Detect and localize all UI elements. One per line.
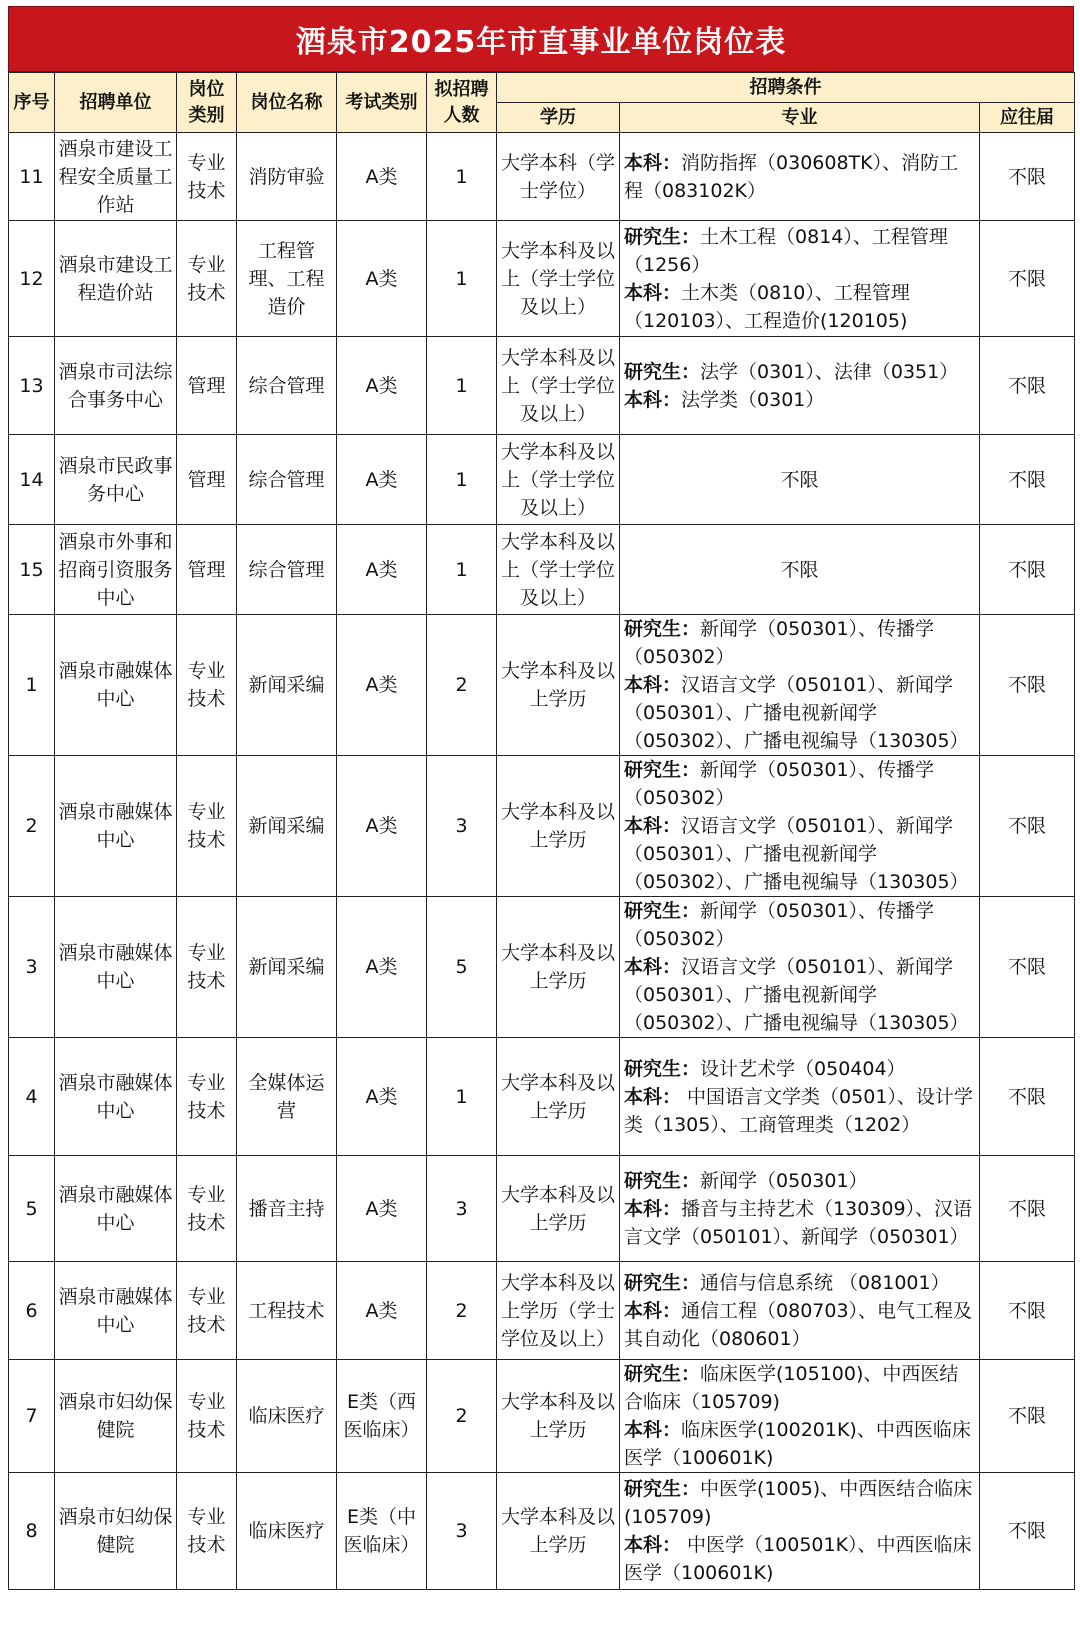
cell-seq: 8 bbox=[9, 1473, 55, 1590]
cell-category: 专业技术 bbox=[177, 133, 237, 221]
cell-graduate: 不限 bbox=[980, 1473, 1075, 1590]
cell-exam: A类 bbox=[337, 133, 427, 221]
major-degree-label: 本科： bbox=[624, 1419, 682, 1441]
cell-category: 专业技术 bbox=[177, 1360, 237, 1473]
cell-count: 3 bbox=[427, 756, 497, 897]
cell-exam: A类 bbox=[337, 525, 427, 615]
cell-graduate: 不限 bbox=[980, 133, 1075, 221]
cell-major bbox=[620, 897, 980, 1038]
major-degree-label: 本科： bbox=[624, 1299, 682, 1322]
major-degree-label: 本科： bbox=[624, 956, 682, 978]
cell-graduate: 不限 bbox=[980, 435, 1075, 525]
cell-category: 管理 bbox=[177, 435, 237, 525]
cell-education: 大学本科及以上学历 bbox=[497, 897, 620, 1038]
cell-exam: A类 bbox=[337, 897, 427, 1038]
table-row bbox=[9, 615, 1075, 756]
cell-exam: A类 bbox=[337, 756, 427, 897]
cell-position: 新闻采编 bbox=[237, 756, 337, 897]
major-line bbox=[624, 1269, 975, 1297]
cell-major bbox=[620, 1360, 980, 1473]
major-text: 通信与信息系统 （081001） bbox=[700, 1271, 950, 1294]
header-unit: 招聘单位 bbox=[55, 73, 177, 133]
cell-exam: A类 bbox=[337, 615, 427, 756]
major-text: 汉语言文学（050101）、新闻学（050301）、广播电视新闻学（050302）、广播电视编导（130305） bbox=[624, 674, 969, 752]
major-text: 新闻学（050301）、传播学（050302） bbox=[624, 618, 935, 668]
major-text: 不限 bbox=[780, 468, 819, 491]
cell-count: 2 bbox=[427, 1262, 497, 1360]
major-degree-label: 研究生： bbox=[624, 900, 701, 922]
cell-position: 新闻采编 bbox=[237, 615, 337, 756]
header-count: 拟招聘人数 bbox=[427, 73, 497, 133]
cell-position: 全媒体运营 bbox=[237, 1038, 337, 1156]
cell-exam: A类 bbox=[337, 1038, 427, 1156]
cell-seq: 7 bbox=[9, 1360, 55, 1473]
cell-position: 临床医疗 bbox=[237, 1360, 337, 1473]
cell-education: 大学本科及以上学历（学士学位及以上） bbox=[497, 1262, 620, 1360]
cell-unit: 酒泉市外事和招商引资服务中心 bbox=[55, 525, 177, 615]
major-line bbox=[624, 671, 975, 755]
cell-graduate: 不限 bbox=[980, 525, 1075, 615]
cell-graduate: 不限 bbox=[980, 615, 1075, 756]
cell-position: 消防审验 bbox=[237, 133, 337, 221]
table-row bbox=[9, 435, 1075, 525]
major-line bbox=[624, 466, 975, 494]
cell-education: 大学本科及以上（学士学位及以上） bbox=[497, 221, 620, 337]
major-text: 中医学（100501K）、中西医临床医学（100601K) bbox=[624, 1534, 972, 1584]
major-degree-label: 本科： bbox=[624, 388, 682, 411]
cell-position: 新闻采编 bbox=[237, 897, 337, 1038]
cell-exam: A类 bbox=[337, 337, 427, 435]
cell-education: 大学本科及以上（学士学位及以上） bbox=[497, 337, 620, 435]
cell-unit: 酒泉市司法综合事务中心 bbox=[55, 337, 177, 435]
cell-education: 大学本科及以上学历 bbox=[497, 615, 620, 756]
major-line bbox=[624, 615, 975, 671]
cell-count: 2 bbox=[427, 615, 497, 756]
major-line bbox=[624, 1416, 975, 1472]
cell-seq: 13 bbox=[9, 337, 55, 435]
cell-position: 综合管理 bbox=[237, 435, 337, 525]
cell-major bbox=[620, 756, 980, 897]
major-degree-label: 本科： bbox=[624, 815, 682, 837]
major-degree-label: 研究生： bbox=[624, 1271, 701, 1294]
major-line bbox=[624, 897, 975, 953]
major-degree-label: 本科： bbox=[624, 151, 682, 174]
cell-seq: 12 bbox=[9, 221, 55, 337]
major-line bbox=[624, 1167, 975, 1195]
major-degree-label: 本科： bbox=[624, 281, 682, 304]
page-title: 酒泉市2025年市直事业单位岗位表 bbox=[295, 25, 787, 60]
cell-count: 2 bbox=[427, 1360, 497, 1473]
cell-count: 1 bbox=[427, 435, 497, 525]
cell-major bbox=[620, 221, 980, 337]
cell-seq: 11 bbox=[9, 133, 55, 221]
cell-category: 专业技术 bbox=[177, 1473, 237, 1590]
cell-unit: 酒泉市融媒体中心 bbox=[55, 1156, 177, 1262]
header-conditions: 招聘条件 bbox=[497, 73, 1075, 103]
major-degree-label: 本科： bbox=[624, 1534, 682, 1556]
major-line bbox=[624, 756, 975, 812]
table-row bbox=[9, 756, 1075, 897]
major-line bbox=[624, 1195, 975, 1251]
major-text: 通信工程（080703）、电气工程及其自动化（080601） bbox=[624, 1299, 973, 1350]
cell-seq: 4 bbox=[9, 1038, 55, 1156]
major-text: 汉语言文学（050101）、新闻学（050301）、广播电视新闻学（050302）、广播电视编导（130305） bbox=[624, 815, 969, 893]
cell-graduate: 不限 bbox=[980, 1262, 1075, 1360]
cell-unit: 酒泉市民政事务中心 bbox=[55, 435, 177, 525]
major-line bbox=[624, 386, 975, 414]
table-row bbox=[9, 337, 1075, 435]
cell-unit: 酒泉市妇幼保健院 bbox=[55, 1473, 177, 1590]
header-category: 岗位类别 bbox=[177, 73, 237, 133]
cell-position: 工程技术 bbox=[237, 1262, 337, 1360]
cell-seq: 3 bbox=[9, 897, 55, 1038]
cell-unit: 酒泉市融媒体中心 bbox=[55, 1262, 177, 1360]
header-exam: 考试类别 bbox=[337, 73, 427, 133]
cell-position: 播音主持 bbox=[237, 1156, 337, 1262]
table-row bbox=[9, 1473, 1075, 1590]
major-degree-label: 本科： bbox=[624, 674, 682, 696]
major-line bbox=[624, 1531, 975, 1587]
major-text: 不限 bbox=[780, 558, 819, 581]
cell-graduate: 不限 bbox=[980, 337, 1075, 435]
major-degree-label: 研究生： bbox=[624, 1478, 701, 1500]
cell-exam: A类 bbox=[337, 1262, 427, 1360]
cell-unit: 酒泉市建设工程造价站 bbox=[55, 221, 177, 337]
cell-major bbox=[620, 435, 980, 525]
major-text: 设计艺术学（050404） bbox=[700, 1057, 906, 1080]
cell-category: 专业技术 bbox=[177, 1156, 237, 1262]
major-degree-label: 本科： bbox=[624, 1197, 682, 1220]
major-text: 临床医学(100201K)、中西医临床医学（100601K) bbox=[624, 1419, 971, 1469]
cell-exam: E类（中医临床） bbox=[337, 1473, 427, 1590]
table-row bbox=[9, 525, 1075, 615]
major-degree-label: 研究生： bbox=[624, 759, 701, 781]
cell-education: 大学本科及以上学历 bbox=[497, 1473, 620, 1590]
cell-unit: 酒泉市融媒体中心 bbox=[55, 897, 177, 1038]
cell-count: 1 bbox=[427, 525, 497, 615]
cell-seq: 14 bbox=[9, 435, 55, 525]
major-line bbox=[624, 279, 975, 335]
cell-count: 1 bbox=[427, 221, 497, 337]
header-graduate: 应往届 bbox=[980, 103, 1075, 133]
header-education: 学历 bbox=[497, 103, 620, 133]
header-row-1 bbox=[9, 73, 1075, 103]
major-line bbox=[624, 1360, 975, 1416]
cell-position: 综合管理 bbox=[237, 525, 337, 615]
cell-education: 大学本科及以上（学士学位及以上） bbox=[497, 525, 620, 615]
major-text: 土木类（0810）、工程管理（120103）、工程造价(120105) bbox=[624, 281, 910, 332]
cell-major bbox=[620, 1038, 980, 1156]
cell-education: 大学本科及以上学历 bbox=[497, 1360, 620, 1473]
cell-count: 1 bbox=[427, 337, 497, 435]
cell-education: 大学本科及以上学历 bbox=[497, 1038, 620, 1156]
cell-unit: 酒泉市融媒体中心 bbox=[55, 1038, 177, 1156]
cell-seq: 15 bbox=[9, 525, 55, 615]
cell-unit: 酒泉市融媒体中心 bbox=[55, 756, 177, 897]
cell-education: 大学本科及以上学历 bbox=[497, 756, 620, 897]
cell-position: 临床医疗 bbox=[237, 1473, 337, 1590]
cell-position: 工程管理、工程造价 bbox=[237, 221, 337, 337]
major-text: 中医学(1005)、中西医结合临床(105709) bbox=[624, 1478, 973, 1528]
positions-table bbox=[8, 72, 1075, 1590]
major-text: 新闻学（050301）、传播学（050302） bbox=[624, 759, 935, 809]
cell-major bbox=[620, 337, 980, 435]
major-line bbox=[624, 1083, 975, 1139]
cell-category: 管理 bbox=[177, 525, 237, 615]
major-line bbox=[624, 1055, 975, 1083]
cell-major bbox=[620, 1262, 980, 1360]
cell-seq: 5 bbox=[9, 1156, 55, 1262]
cell-seq: 1 bbox=[9, 615, 55, 756]
cell-exam: A类 bbox=[337, 1156, 427, 1262]
cell-major bbox=[620, 1156, 980, 1262]
cell-education: 大学本科及以上（学士学位及以上） bbox=[497, 435, 620, 525]
major-line bbox=[624, 149, 975, 205]
table-row bbox=[9, 1038, 1075, 1156]
cell-category: 专业技术 bbox=[177, 615, 237, 756]
header-position: 岗位名称 bbox=[237, 73, 337, 133]
cell-major bbox=[620, 1473, 980, 1590]
cell-category: 管理 bbox=[177, 337, 237, 435]
table-row bbox=[9, 221, 1075, 337]
cell-graduate: 不限 bbox=[980, 1360, 1075, 1473]
major-text: 中国语言文学类（0501）、设计学类（1305）、工商管理类（1202） bbox=[624, 1085, 973, 1136]
cell-count: 3 bbox=[427, 1156, 497, 1262]
major-line bbox=[624, 1475, 975, 1531]
cell-count: 1 bbox=[427, 133, 497, 221]
cell-graduate: 不限 bbox=[980, 756, 1075, 897]
cell-position: 综合管理 bbox=[237, 337, 337, 435]
major-degree-label: 研究生： bbox=[624, 1057, 701, 1080]
major-degree-label: 研究生： bbox=[624, 360, 701, 383]
major-line bbox=[624, 556, 975, 584]
major-text: 新闻学（050301）、传播学（050302） bbox=[624, 900, 935, 950]
table-row bbox=[9, 1360, 1075, 1473]
cell-category: 专业技术 bbox=[177, 1038, 237, 1156]
cell-exam: A类 bbox=[337, 435, 427, 525]
cell-unit: 酒泉市妇幼保健院 bbox=[55, 1360, 177, 1473]
cell-category: 专业技术 bbox=[177, 897, 237, 1038]
cell-exam: E类（西医临床） bbox=[337, 1360, 427, 1473]
major-line bbox=[624, 953, 975, 1037]
major-line bbox=[624, 358, 975, 386]
header-seq: 序号 bbox=[9, 73, 55, 133]
cell-graduate: 不限 bbox=[980, 221, 1075, 337]
major-line bbox=[624, 1297, 975, 1353]
table-row bbox=[9, 1262, 1075, 1360]
table-row bbox=[9, 133, 1075, 221]
major-text: 临床医学(105100)、中西医结合临床（105709) bbox=[624, 1363, 959, 1413]
major-line bbox=[624, 812, 975, 896]
cell-education: 大学本科及以上学历 bbox=[497, 1156, 620, 1262]
major-degree-label: 本科： bbox=[624, 1085, 682, 1108]
table-body bbox=[9, 133, 1075, 1590]
header-major: 专业 bbox=[620, 103, 980, 133]
table-row bbox=[9, 1156, 1075, 1262]
major-text: 法学（0301）、法律（0351） bbox=[700, 360, 959, 383]
major-degree-label: 研究生： bbox=[624, 1363, 701, 1385]
major-text: 土木工程（0814）、工程管理（1256） bbox=[624, 225, 948, 276]
cell-unit: 酒泉市融媒体中心 bbox=[55, 615, 177, 756]
cell-unit: 酒泉市建设工程安全质量工作站 bbox=[55, 133, 177, 221]
cell-major bbox=[620, 525, 980, 615]
major-text: 新闻学（050301） bbox=[700, 1169, 868, 1192]
major-text: 播音与主持艺术（130309）、汉语言文学（050101）、新闻学（050301） bbox=[624, 1197, 973, 1248]
cell-seq: 2 bbox=[9, 756, 55, 897]
cell-category: 专业技术 bbox=[177, 1262, 237, 1360]
cell-count: 1 bbox=[427, 1038, 497, 1156]
cell-count: 5 bbox=[427, 897, 497, 1038]
cell-major bbox=[620, 133, 980, 221]
cell-major bbox=[620, 615, 980, 756]
cell-category: 专业技术 bbox=[177, 221, 237, 337]
title-banner bbox=[8, 6, 1074, 72]
cell-count: 3 bbox=[427, 1473, 497, 1590]
cell-graduate: 不限 bbox=[980, 1038, 1075, 1156]
major-line bbox=[624, 223, 975, 279]
cell-category: 专业技术 bbox=[177, 756, 237, 897]
table-row bbox=[9, 897, 1075, 1038]
major-text: 汉语言文学（050101）、新闻学（050301）、广播电视新闻学（050302）、广播电视编导（130305） bbox=[624, 956, 969, 1034]
major-text: 消防指挥（030608TK）、消防工程（083102K） bbox=[624, 151, 959, 202]
cell-graduate: 不限 bbox=[980, 897, 1075, 1038]
cell-education: 大学本科（学士学位） bbox=[497, 133, 620, 221]
cell-exam: A类 bbox=[337, 221, 427, 337]
major-degree-label: 研究生： bbox=[624, 1169, 701, 1192]
cell-seq: 6 bbox=[9, 1262, 55, 1360]
major-degree-label: 研究生： bbox=[624, 225, 701, 248]
major-text: 法学类（0301） bbox=[681, 388, 825, 411]
major-degree-label: 研究生： bbox=[624, 618, 701, 640]
cell-graduate: 不限 bbox=[980, 1156, 1075, 1262]
